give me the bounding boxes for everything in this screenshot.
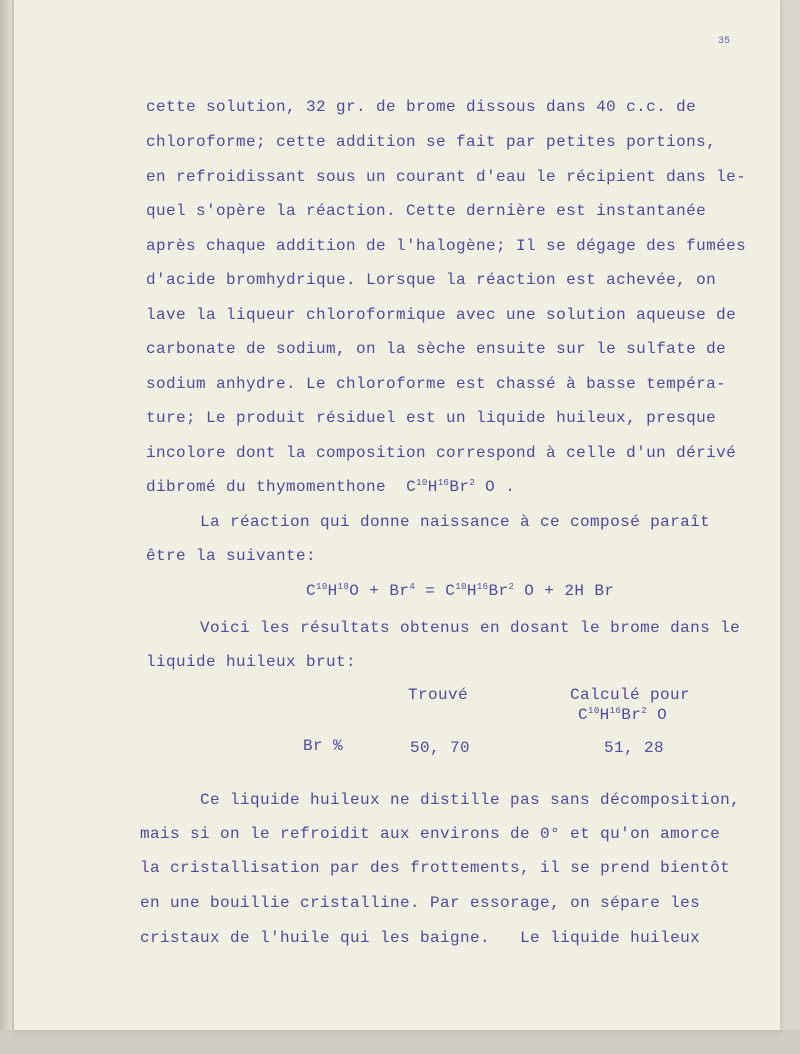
text-line: Voici les résultats obtenus en dosant le brome dans le [200, 619, 741, 637]
text-line: lave la liqueur chloroformique avec une solution aqueuse de [146, 306, 737, 324]
text-line: quel s'opère la réaction. Cette dernière est instantanée [146, 202, 707, 220]
text-line: d'acide bromhydrique. Lorsque la réaction est achevée, on [146, 271, 717, 289]
text-line: en refroidissant sous un courant d'eau le récipient dans le- [146, 168, 747, 186]
text-line: cristaux de l'huile qui les baigne. Le liquide huileux [140, 929, 701, 947]
results-header-found: Trouvé [408, 686, 469, 704]
results-calc-value: 51, 28 [604, 739, 665, 757]
chemical-equation: $C^{10}H^{18}O + Br^4 = C^{10}H^{16}Br^2$ O + 2H Br [306, 582, 615, 600]
page-bottom-edge [0, 1030, 800, 1054]
text-line: carbonate de sodium, on la sèche ensuite sur le sulfate de [146, 340, 727, 358]
results-row-label: Br % [303, 737, 344, 755]
text-segment: dibromé du thymomenthone [146, 478, 387, 496]
text-line-formula: dibromé du thymomenthone $C^{10}H^{16}Br^2$ O . [146, 478, 516, 496]
text-line: La réaction qui donne naissance à ce composé paraît [200, 513, 711, 531]
text-line: en une bouillie cristalline. Par essorage, on sépare les [140, 894, 701, 912]
text-line: incolore dont la composition correspond à celle d'un dérivé [146, 444, 737, 462]
text-line: chloroforme; cette addition se fait par petites portions, [146, 133, 717, 151]
text-line: sodium anhydre. Le chloroforme est chassé à basse tempéra- [146, 375, 727, 393]
text-line: liquide huileux brut: [146, 653, 357, 671]
text-line: être la suivante: [146, 547, 317, 565]
results-calc-formula: $C^{10}H^{16}Br^2$ O [578, 706, 668, 724]
text-line: mais si on le refroidit aux environs de 0° et qu'on amorce [140, 825, 721, 843]
text-line: ture; Le produit résiduel est un liquide huileux, presque [146, 409, 717, 427]
chemical-formula: $C^{10}H^{16}Br^2$ O [406, 478, 496, 496]
text-line: cette solution, 32 gr. de brome dissous dans 40 c.c. de [146, 98, 697, 116]
text-line: la cristallisation par des frottements, il se prend bientôt [140, 859, 731, 877]
page-number: 35 [718, 36, 731, 47]
text-line: Ce liquide huileux ne distille pas sans décomposition, [200, 791, 741, 809]
book-binding [0, 0, 12, 1054]
results-header-calc: Calculé pour [570, 686, 691, 704]
results-found-value: 50, 70 [410, 739, 471, 757]
text-line: après chaque addition de l'halogène; Il se dégage des fumées [146, 237, 747, 255]
